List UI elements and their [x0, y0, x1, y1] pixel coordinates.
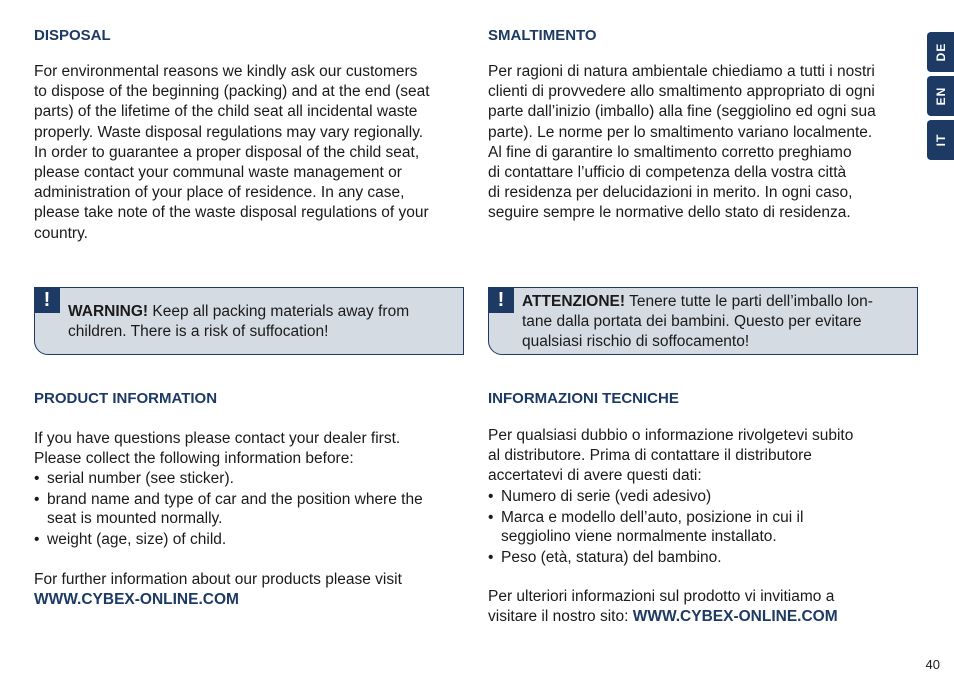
list-item: • weight (age, size) of child. — [34, 530, 466, 549]
tab-it-label: IT — [933, 133, 948, 147]
list-item: • Peso (età, statura) del bambino. — [488, 548, 920, 567]
warning-icon: ! — [488, 287, 514, 313]
disposal-heading: DISPOSAL — [34, 27, 111, 44]
warning-message: Keep all packing materials away from children. There is a risk of suffocation! — [68, 303, 410, 341]
warning-message: Tenere tutte le parti dell’imballo lon- tane dalla portata dei bambini. Questo per evitare qualsiasi rischio di soffocamento! — [522, 293, 873, 351]
disposal-heading: SMALTIMENTO — [488, 27, 597, 44]
warning-text — [68, 302, 453, 342]
website-link[interactable]: WWW.CYBEX-ONLINE.COM — [34, 591, 239, 609]
product-info-intro: Per qualsiasi dubbio o informazione rivolgetevi subito al distributore. Prima di contattare il distributore accertatevi di avere questi dati: — [488, 427, 854, 485]
disposal-text: For environmental reasons we kindly ask our customers to dispose of the beginning (packing) and at the end (seat parts) of the lifetime of the child seat all incidental waste properly. Waste disposal regulations may vary regionally. In order to guarantee a proper disposal of the child seat, please contact your communal waste management or administration of your place of residence. In any case, please take note of the waste disposal regulations of your country. — [34, 63, 430, 242]
warning-label: ATTENZIONE! — [522, 293, 626, 310]
tab-de[interactable] — [927, 32, 954, 72]
further-info-text: Per ulteriori informazioni sul prodotto vi invitiamo a visitare il nostro sito: — [488, 588, 835, 626]
further-info — [34, 570, 402, 610]
page-number: 40 — [925, 657, 940, 672]
product-info-intro: If you have questions please contact your dealer first. Please collect the following information before: — [34, 430, 401, 468]
warning-icon: ! — [34, 287, 60, 313]
website-link[interactable]: WWW.CYBEX-ONLINE.COM — [632, 608, 838, 626]
warning-text — [522, 292, 907, 353]
list-item: • serial number (see sticker). — [34, 469, 466, 488]
tab-en-label: EN — [933, 86, 948, 106]
tab-en[interactable] — [927, 76, 954, 116]
tab-de-label: DE — [933, 42, 948, 62]
product-info-list — [34, 469, 466, 551]
product-info-list — [488, 487, 920, 569]
product-info-heading: INFORMAZIONI TECNICHE — [488, 390, 679, 407]
list-item: • brand name and type of car and the position where the seat is mounted normally. — [34, 490, 466, 528]
tab-it[interactable] — [927, 120, 954, 160]
warning-box — [34, 287, 464, 355]
further-info-text: For further information about our products please visit — [34, 571, 402, 588]
list-item: • Marca e modello dell’auto, posizione in cui il seggiolino viene normalmente installato. — [488, 508, 920, 546]
disposal-text: Per ragioni di natura ambientale chiediamo a tutti i nostri clienti di provvedere allo smaltimento appropriato di ogni parte dall’inizio (imballo) alla fine (seggiolino ed ogni sua parte). Le norme per lo smaltimento variano localmente. Al fine di garantire lo smaltimento corretto preghiamo di contattare l’ufficio di competenza della vostra città di residenza per delucidazioni in merito. In ogni caso, seguire sempre le normative dello stato di residenza. — [488, 63, 876, 222]
further-info — [488, 587, 838, 627]
list-item: • Numero di serie (vedi adesivo) — [488, 487, 920, 506]
warning-label: WARNING! — [68, 303, 149, 320]
product-info-heading: PRODUCT INFORMATION — [34, 390, 218, 407]
warning-box — [488, 287, 918, 355]
